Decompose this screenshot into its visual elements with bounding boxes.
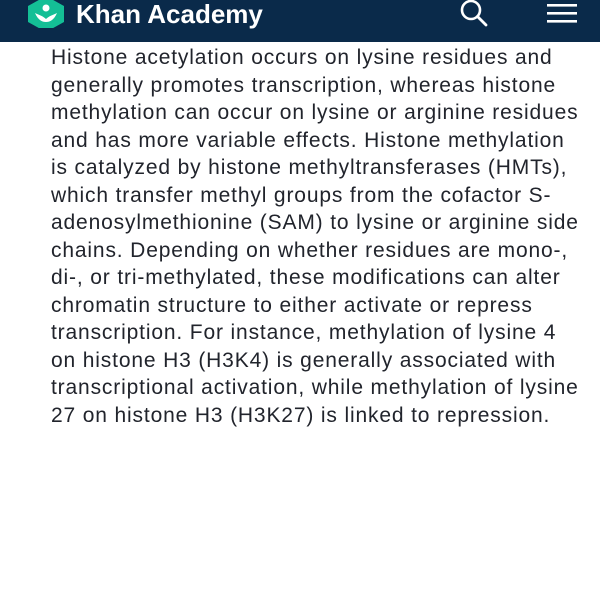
article-paragraph: Histone acetylation occurs on lysine residues and generally promotes transcription, whereas histone methylation can occur on lysine or arginine residues and has more variable effects. Histone methylation is catalyzed by histone methyltransferases (HMTs), which transfer methyl groups from the cofactor S-adenosylmethionine (SAM) to lysine or arginine side chains. Depending on whether residues are mono-, di-, or tri-methylated, these modifications can alter chromatin structure to either activate or repress transcription. For instance, methylation of lysine 4 on histone H3 (H3K4) is generally associated with transcriptional activation, while methylation of lysine 27 on histone H3 (H3K27) is linked to repression. [51,46,579,427]
top-header-bar [0,0,600,42]
khan-academy-leaf-icon[interactable] [26,0,66,28]
search-icon[interactable] [456,0,492,28]
brand-name[interactable]: Khan Academy [76,0,263,29]
hamburger-menu-icon[interactable] [545,2,579,26]
